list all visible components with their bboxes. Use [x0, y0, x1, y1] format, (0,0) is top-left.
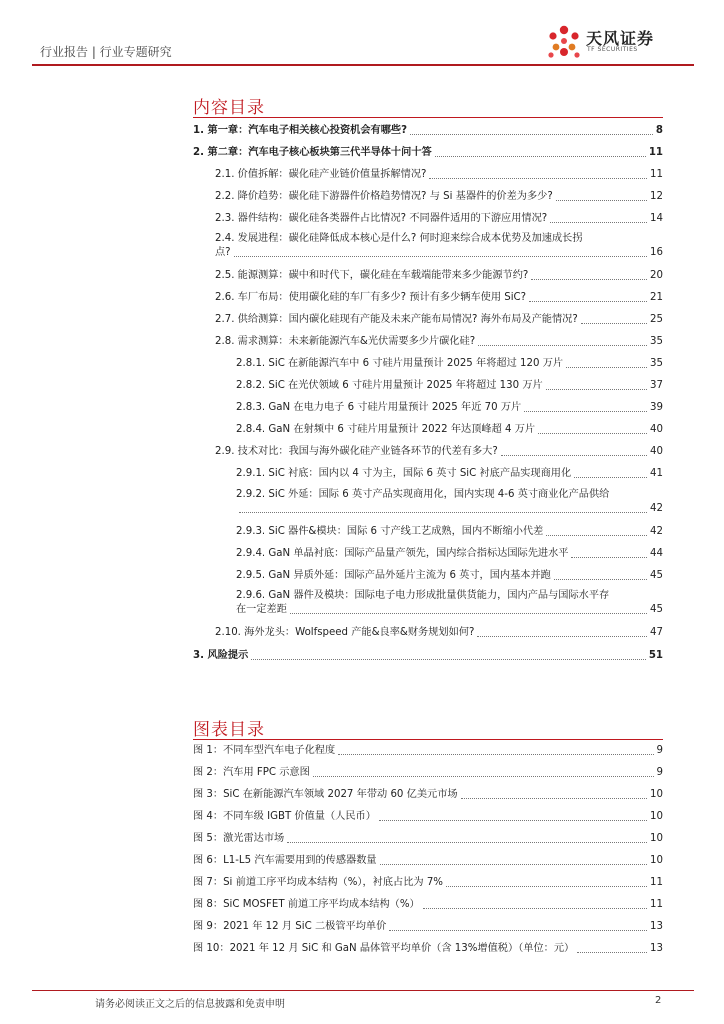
- footer-divider: [32, 990, 694, 991]
- toc-entry-2-9-1[interactable]: 2.9.1. SiC 衬底：国内以 4 寸为主，国际 6 英寸 SiC 衬底产品实现商用化 41: [236, 468, 663, 479]
- toc-entry-1[interactable]: 1. 第一章：汽车电子相关核心投资机会有哪些? 8: [193, 125, 663, 136]
- toc-entry-2-5[interactable]: 2.5. 能源测算：碳中和时代下，碳化硅在车载端能带来多少能源节约? 20: [215, 270, 663, 281]
- figure-entry-4[interactable]: 图 4：不同车级 IGBT 价值量（人民币） 10: [193, 811, 663, 822]
- toc-entry-2-9-2[interactable]: 2.9.2. SiC 外延：国际 6 英寸产品实现商用化，国内实现 4-6 英寸商业化产品供给 42: [236, 489, 663, 514]
- toc-title-divider: [193, 117, 663, 118]
- brand-name: 天风证券: [586, 29, 655, 48]
- figure-entry-7[interactable]: 图 7：Si 前道工序平均成本结构（%），衬底占比为 7% 11: [193, 877, 663, 888]
- toc-entry-2-2[interactable]: 2.2. 降价趋势：碳化硅下游器件价格趋势情况? 与 Si 基器件的价差为多少? 12: [215, 191, 663, 202]
- toc-entry-2-8[interactable]: 2.8. 需求测算：未来新能源汽车&光伏需要多少片碳化硅? 35: [215, 336, 663, 347]
- figure-entry-2[interactable]: 图 2：汽车用 FPC 示意图 9: [193, 767, 663, 778]
- toc-entry-2-9-5[interactable]: 2.9.5. GaN 异质外延：国际产品外延片主流为 6 英寸，国内基本并跑 45: [236, 570, 663, 581]
- footer-disclaimer: 请务必阅读正文之后的信息披露和免责申明: [95, 999, 285, 1010]
- toc-entry-2-8-3[interactable]: 2.8.3. GaN 在电力电子 6 寸硅片用量预计 2025 年近 70 万片 39: [236, 402, 663, 413]
- figure-entry-8[interactable]: 图 8：SiC MOSFET 前道工序平均成本结构（%） 11: [193, 899, 663, 910]
- page-header: [32, 29, 694, 64]
- toc-entry-2-8-2[interactable]: 2.8.2. SiC 在光伏领域 6 寸硅片用量预计 2025 年将超过 130 万片 37: [236, 380, 663, 391]
- toc-title: 内容目录: [193, 98, 265, 118]
- figure-entry-9[interactable]: 图 9：2021 年 12 月 SiC 二极管平均单价 13: [193, 921, 663, 932]
- toc-entry-2-8-1[interactable]: 2.8.1. SiC 在新能源汽车中 6 寸硅片用量预计 2025 年将超过 120 万片 35: [236, 358, 663, 369]
- figures-title: 图表目录: [193, 720, 265, 740]
- toc-entry-2-9-6[interactable]: 2.9.6. GaN 器件及模块：国际电子电力形成批量供货能力，国内产品与国际水平存 在一定差距 45: [236, 590, 663, 615]
- toc-entry-2-7[interactable]: 2.7. 供给测算：国内碳化硅现有产能及未来产能布局情况? 海外布局及产能情况? 25: [215, 314, 663, 325]
- toc-entry-2[interactable]: 2. 第二章：汽车电子核心板块第三代半导体十问十答 11: [193, 147, 663, 158]
- figure-entry-5[interactable]: 图 5：激光雷达市场 10: [193, 833, 663, 844]
- brand-logo: [542, 24, 672, 64]
- toc-entry-2-4[interactable]: 2.4. 发展进程：碳化硅降低成本核心是什么? 何时迎来综合成本优势及加速成长拐 点? 16: [215, 233, 663, 258]
- figures-title-divider: [193, 739, 663, 740]
- toc-entry-2-1[interactable]: 2.1. 价值拆解：碳化硅产业链价值量拆解情况? 11: [215, 169, 663, 180]
- tf-logo-icon: [542, 24, 584, 64]
- toc-entry-2-9-4[interactable]: 2.9.4. GaN 单晶衬底：国际产品量产领先，国内综合指标达国际先进水平 44: [236, 548, 663, 559]
- toc-entry-2-3[interactable]: 2.3. 器件结构：碳化硅各类器件占比情况? 不同器件适用的下游应用情况? 14: [215, 213, 663, 224]
- toc-entry-2-8-4[interactable]: 2.8.4. GaN 在射频中 6 寸硅片用量预计 2022 年达顶峰超 4 万片 40: [236, 424, 663, 435]
- toc-entry-3[interactable]: 3. 风险提示 51: [193, 650, 663, 661]
- toc-entry-2-9-3[interactable]: 2.9.3. SiC 器件&模块：国际 6 寸产线工艺成熟，国内不断缩小代差 42: [236, 526, 663, 537]
- toc-entry-2-10[interactable]: 2.10. 海外龙头：Wolfspeed 产能&良率&财务规划如何? 47: [215, 627, 663, 638]
- header-divider: [32, 64, 694, 66]
- brand-name-en: TF SECURITIES: [587, 46, 638, 53]
- figure-entry-6[interactable]: 图 6：L1-L5 汽车需要用到的传感器数量 10: [193, 855, 663, 866]
- page-number: 2: [655, 995, 662, 1006]
- breadcrumb: 行业报告 | 行业专题研究: [40, 45, 172, 59]
- figure-entry-1[interactable]: 图 1：不同车型汽车电子化程度 9: [193, 745, 663, 756]
- figure-entry-10[interactable]: 图 10：2021 年 12 月 SiC 和 GaN 晶体管平均单价（含 13%增值税）（单位：元） 13: [193, 943, 663, 954]
- toc-entry-2-9[interactable]: 2.9. 技术对比：我国与海外碳化硅产业链各环节的代差有多大? 40: [215, 446, 663, 457]
- toc-entry-2-6[interactable]: 2.6. 车厂布局：使用碳化硅的车厂有多少? 预计有多少辆车使用 SiC? 21: [215, 292, 663, 303]
- figure-entry-3[interactable]: 图 3：SiC 在新能源汽车领域 2027 年带动 60 亿美元市场 10: [193, 789, 663, 800]
